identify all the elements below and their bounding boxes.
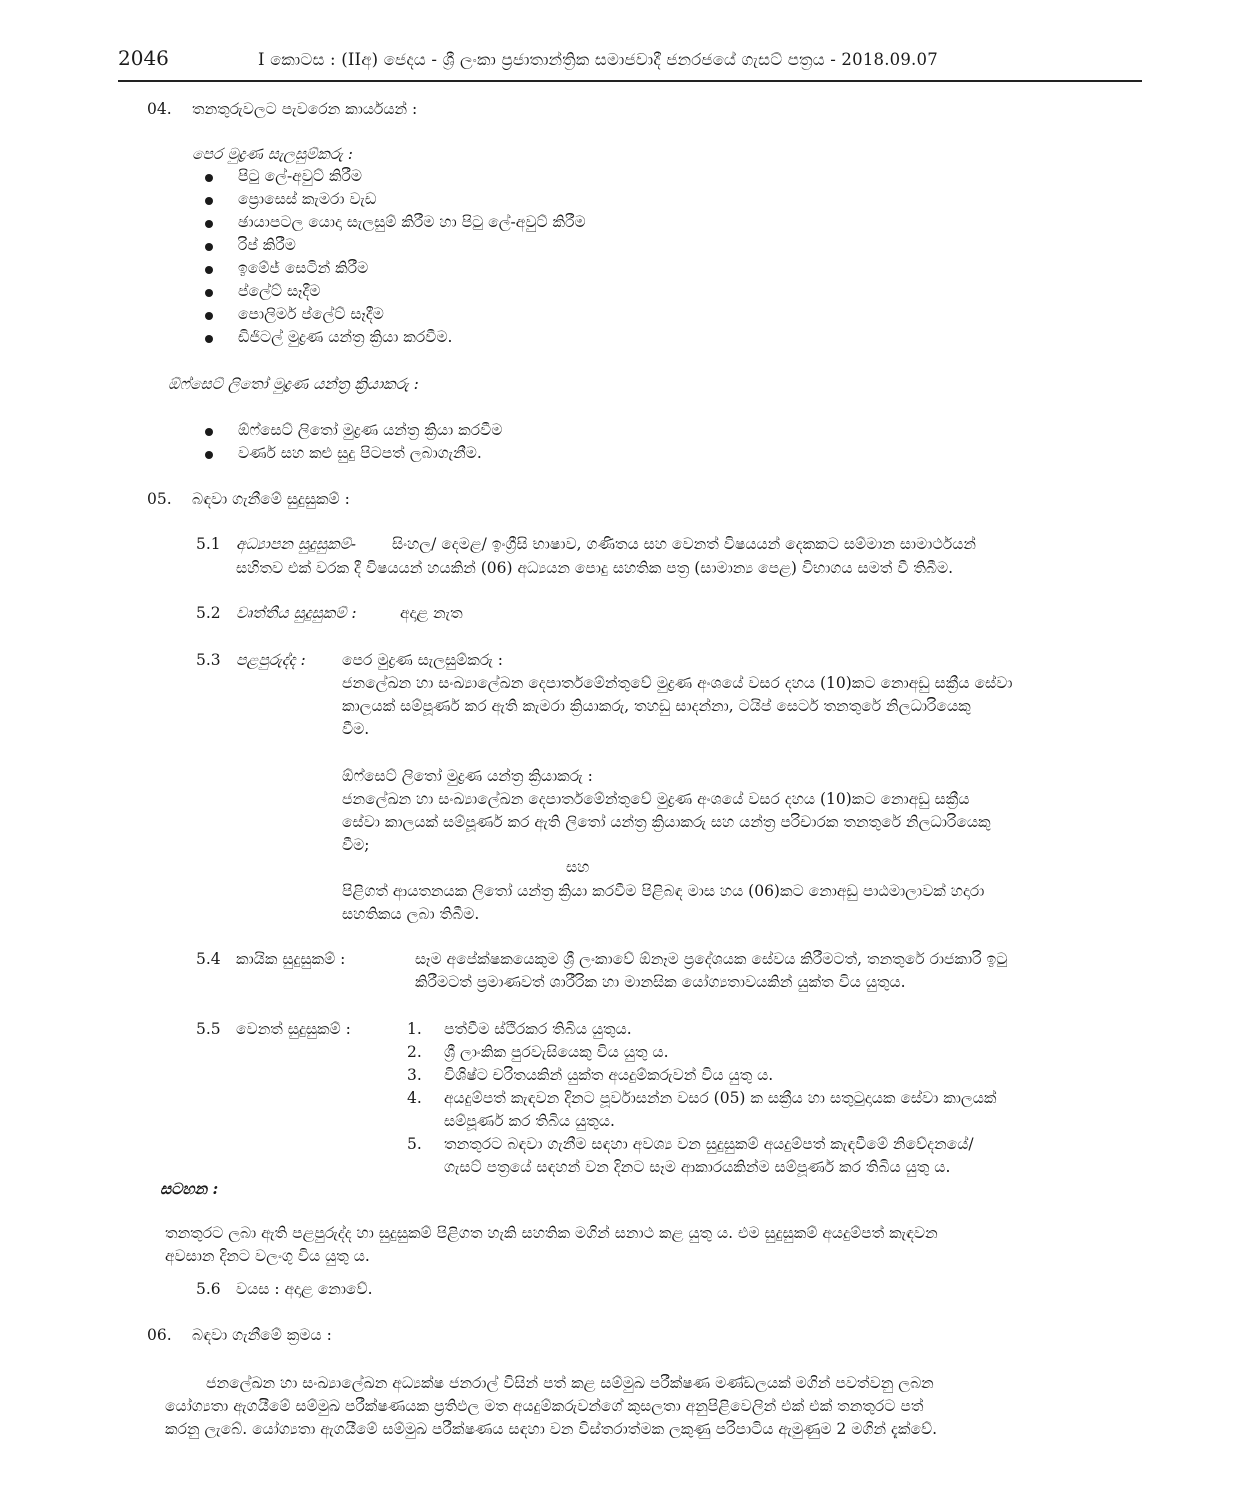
recruitment-method-line: ජනලේඛන හා සංඛ්‍යාලේඛන අධ්‍යක්ෂ ජනරාල් විසින් පත් කළ සම්මුඛ පරීක්ෂණ මණ්ඩලයක් මගින් පවත්වනු ලබන xyxy=(206,1374,934,1392)
experience-text-line: පිළිගත් ආයතනයක ලිතෝ යන්ත්‍ර ක්‍රියා කරවීම පිළිබඳ මාස හය (06)කට නොඅඩු පාඨමාලාවක් හදාරා xyxy=(342,882,985,900)
list-item-number: 3. xyxy=(407,1066,422,1084)
pre-press-experience-label: පෙර මුද්‍රණ සැලසුම්කරු : xyxy=(342,651,503,669)
note-label: සටහන : xyxy=(160,1179,219,1198)
professional-value: අදාළ නැත xyxy=(400,604,463,622)
education-text-line: සිංහල/ දෙමළ/ ඉංග්‍රීසි භාෂාව, ගණිතය සහ වෙනත් විෂයයන් දෙකකට සම්මාන සාමාර්ථයන් xyxy=(392,535,976,553)
offset-operator-label: ඕෆ්සෙට් ලිතෝ මුද්‍රණ යන්ත්‍ර ක්‍රියාකරු : xyxy=(168,375,419,393)
bullet-icon xyxy=(205,312,213,320)
bullet-icon xyxy=(205,428,213,436)
experience-text-line: ජනලේඛන හා සංඛ්‍යාලේඛන දෙපාර්තමේන්තුවේ මුද්‍රණ අංශයේ වසර දහය (10)කට නොඅඩු සක්‍රීය සේවා xyxy=(342,674,1013,692)
list-item-number: 2. xyxy=(407,1043,422,1061)
pre-press-label: පෙර මුද්‍රණ සැලසුම්කරු : xyxy=(192,145,353,163)
note-text-line: අවසාන දිනට වලංගු විය යුතු ය. xyxy=(165,1247,370,1265)
age-requirement: වයස : අදාළ නොවේ. xyxy=(236,1280,373,1298)
list-item: ඡායාපටල යොදා සැලසුම් කිරීම හා පිටු ලේ-අවුට් කිරීම xyxy=(238,213,586,231)
list-item: පොලිමර් ප්ලේට් සෑදීම xyxy=(238,305,384,323)
experience-text-line: කාලයක් සම්පූර්ණ කර ඇති කැමරා ක්‍රියාකරු, තහඩු සාදන්නා, ටයිප් සෙටර් තනතුරේ නිලධාරියෙකු xyxy=(342,697,971,715)
bullet-icon xyxy=(205,266,213,274)
other-qualifications-label: වෙනත් සුදුසුකම් : xyxy=(236,1020,351,1038)
conjunction-and: සහ xyxy=(566,858,590,876)
bullet-icon xyxy=(205,174,213,182)
physical-label: කායික සුදුසුකම් : xyxy=(236,950,346,968)
list-item: ශ්‍රී ලාංකික පුරවැසියෙකු විය යුතු ය. xyxy=(444,1043,669,1061)
subsection-5-4-number: 5.4 xyxy=(196,950,221,968)
experience-label: පළපුරුද්ද : xyxy=(236,651,306,669)
bullet-icon xyxy=(205,197,213,205)
section-04-number: 04. xyxy=(147,100,172,118)
subsection-5-1-number: 5.1 xyxy=(196,535,221,553)
recruitment-method-line: කරනු ලැබේ. යෝග්‍යතා ඇගයීමේ සම්මුඛ පරීක්ෂණය සඳහා වන විස්තරාත්මක ලකුණු පරිපාටිය ඇමුණුම 2 මගින් දැක්වේ. xyxy=(165,1420,938,1438)
experience-text-line: සේවා කාලයක් සම්පූර්ණ කර ඇති ලිතෝ යන්ත්‍ර ක්‍රියාකරු සහ යන්ත්‍ර පරිචාරක තනතුරේ නිලධාරියෙකු xyxy=(342,813,991,831)
list-item: ප්ලේට් සෑදීම xyxy=(238,282,321,300)
list-item: වර්ණ සහ කළු සුදු පිටපත් ලබාගැනීම. xyxy=(238,444,482,462)
list-item: තනතුරට බඳවා ගැනීම සඳහා අවශ්‍ය වන සුදුසුකම් අයදුම්පත් කැඳවීමේ නිවේදනයේ/ xyxy=(444,1135,974,1153)
list-item: ඩිජිටල් මුද්‍රණ යන්ත්‍ර ක්‍රියා කරවීම. xyxy=(238,328,453,346)
subsection-5-2-number: 5.2 xyxy=(196,604,221,622)
experience-text-line: වීම; xyxy=(342,836,370,854)
list-item: රිප් කිරීම xyxy=(238,236,296,254)
section-04-heading: තනතුරුවලට පැවරෙන කාර්යයන් : xyxy=(192,100,418,118)
bullet-icon xyxy=(205,451,213,459)
professional-label: වෘත්තීය සුදුසුකම් : xyxy=(236,604,357,622)
physical-text-line: කිරීමටත් ප්‍රමාණවත් ශාරීරික හා මානසික යෝග්‍යතාවයකින් යුක්ත විය යුතුය. xyxy=(415,973,906,991)
education-text-line: සහිතව එක් වරක දී විෂයයන් හයකින් (06) අධ්‍යයන පොදු සහතික පත්‍ර (සාමාන්‍ය පෙළ) විභාගය සමත් වී තිබීම. xyxy=(236,559,954,577)
bullet-icon xyxy=(205,243,213,251)
page-number: 2046 xyxy=(118,46,169,70)
list-item: ඕෆ්සෙට් ලිතෝ මුද්‍රණ යන්ත්‍ර ක්‍රියා කරවීම xyxy=(238,421,503,439)
list-item: පත්වීම ස්ථිරකර තිබිය යුතුය. xyxy=(444,1020,632,1038)
offset-experience-label: ඕෆ්සෙට් ලිතෝ මුද්‍රණ යන්ත්‍ර ක්‍රියාකරු : xyxy=(342,767,593,785)
subsection-5-6-number: 5.6 xyxy=(196,1280,221,1298)
section-05-number: 05. xyxy=(147,490,172,508)
list-item-continuation: සම්පූර්ණ කර තිබිය යුතුය. xyxy=(444,1112,615,1130)
list-item: අයදුම්පත් කැඳවන දිනට පූර්වාසන්න වසර (05) ක සක්‍රීය හා සතුටුදායක සේවා කාලයක් xyxy=(444,1089,997,1107)
list-item-number: 4. xyxy=(407,1089,422,1107)
list-item-continuation: ගැසට් පත්‍රයේ සඳහන් වන දිනට සෑම ආකාරයකින්ම සම්පූර්ණ කර තිබිය යුතු ය. xyxy=(444,1158,951,1176)
list-item: ඉමේජ් සෙටින් කිරීම xyxy=(238,259,369,277)
recruitment-method-line: යෝග්‍යතා ඇගයීමේ සම්මුඛ පරීක්ෂණයක ප්‍රතිඵල මත අයදුම්කරුවන්ගේ කුසලතා අනුපිළිවෙලින් එක් එක් තනතුරට පත් xyxy=(165,1397,924,1415)
list-item-number: 5. xyxy=(407,1135,422,1153)
bullet-icon xyxy=(205,289,213,297)
section-06-number: 06. xyxy=(147,1326,172,1344)
bullet-icon xyxy=(205,335,213,343)
experience-text-line: සහතිකය ලබා තිබීම. xyxy=(342,905,480,923)
physical-text-line: සෑම අපේක්ෂකයෙකුම ශ්‍රී ලංකාවේ ඕනෑම ප්‍රදේශයක සේවය කිරීමටත්, තනතුරේ රාජකාරි ඉටු xyxy=(415,950,1008,968)
list-item-number: 1. xyxy=(407,1020,422,1038)
section-06-heading: බඳවා ගැනීමේ ක්‍රමය : xyxy=(192,1326,332,1344)
list-item: පිටු ලේ-අවුට් කිරීම xyxy=(238,167,363,185)
experience-text-line: වීම. xyxy=(342,720,370,738)
header-divider xyxy=(118,80,1142,82)
bullet-icon xyxy=(205,220,213,228)
section-05-heading: බඳවා ගැනීමේ සුදුසුකම් : xyxy=(192,490,350,508)
note-text-line: තනතුරට ලබා ඇති පළපුරුද්ද හා සුදුසුකම් පිළිගත හැකි සහතික මගින් සනාථ කළ යුතු ය. එම සුදුසුකම් අයදුම්පත් කැඳවන xyxy=(165,1224,938,1242)
experience-text-line: ජනලේඛන හා සංඛ්‍යාලේඛන දෙපාර්තමේන්තුවේ මුද්‍රණ අංශයේ වසර දහය (10)කට නොඅඩු සක්‍රීය xyxy=(342,790,970,808)
list-item: විශිෂ්ට චරිතයකින් යුක්ත අයදුම්කරුවන් විය යුතු ය. xyxy=(444,1066,774,1084)
education-label: අධ්‍යාපන සුදුසුකම්- xyxy=(236,535,356,553)
gazette-header-title: I කොටස : (IIඅ) ජෙදය - ශ්‍රී ලංකා ප්‍රජාතාන්ත්‍රික සමාජවාදී ජනරජයේ ගැසට් පත්‍රය - 2018.09.07 xyxy=(258,50,938,69)
subsection-5-5-number: 5.5 xyxy=(196,1020,221,1038)
subsection-5-3-number: 5.3 xyxy=(196,651,221,669)
list-item: ප්‍රොසෙස් කැමරා වැඩ xyxy=(238,190,377,208)
